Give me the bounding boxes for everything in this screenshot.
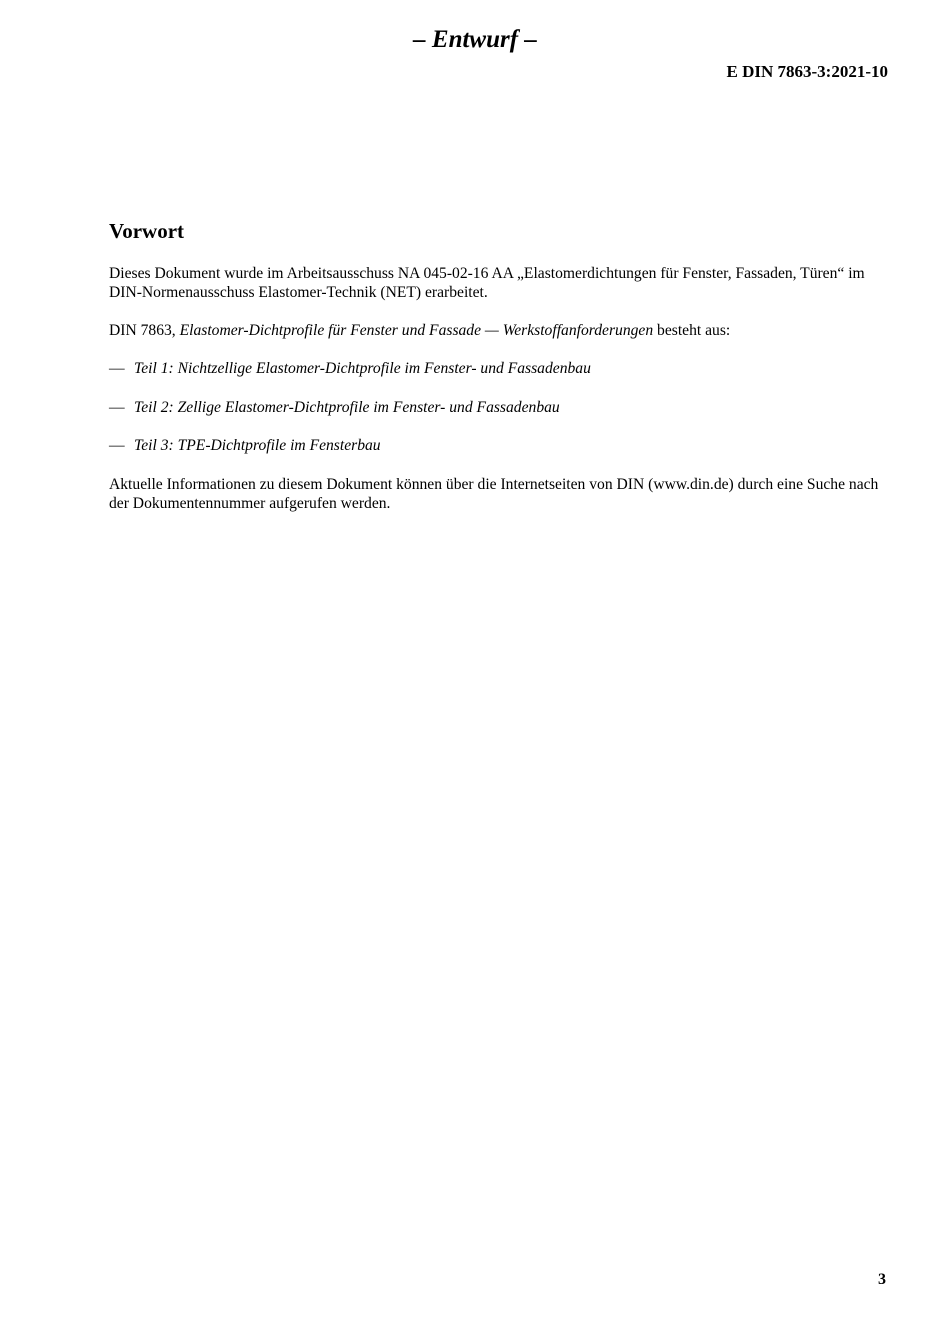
list-item xyxy=(109,359,889,378)
draft-watermark-title: – Entwurf – xyxy=(413,26,537,53)
part-title: Teil 2: Zellige Elastomer-Dichtprofile im Fenster- und Fassadenbau xyxy=(134,398,560,416)
list-item xyxy=(109,436,889,455)
section-heading: Vorwort xyxy=(109,219,185,243)
standard-title: Elastomer-Dichtprofile für Fenster und Fassade — Werkstoffanforderungen xyxy=(179,322,654,339)
parts-list xyxy=(109,359,889,455)
list-dash: — xyxy=(109,437,125,454)
paragraph-information: Aktuelle Informationen zu diesem Dokument können über die Internetseiten von DIN (www.din.de) durch eine Suche nach der Dokumentennummer aufgerufen werden. xyxy=(109,475,879,512)
standard-suffix: besteht aus: xyxy=(653,322,731,339)
list-dash: — xyxy=(109,360,125,377)
paragraph-committee: Dieses Dokument wurde im Arbeitsausschuss NA 045-02-16 AA „Elastomerdichtungen für Fenster, Fassaden, Türen“ im DIN-Normenausschuss Elastomer-Technik (NET) erarbeitet. xyxy=(109,265,865,301)
paragraph-standard-parts xyxy=(109,321,889,340)
list-item xyxy=(109,398,889,417)
standard-reference: DIN 7863, xyxy=(109,322,180,339)
part-title: Teil 3: TPE-Dichtprofile im Fensterbau xyxy=(134,437,381,454)
part-title: Teil 1: Nichtzellige Elastomer-Dichtprofile im Fenster- und Fassadenbau xyxy=(134,360,591,377)
document-identifier: E DIN 7863-3:2021-10 xyxy=(726,62,888,81)
foreword-section xyxy=(109,216,889,532)
list-dash: — xyxy=(109,398,125,416)
page-number: 3 xyxy=(878,1271,886,1288)
